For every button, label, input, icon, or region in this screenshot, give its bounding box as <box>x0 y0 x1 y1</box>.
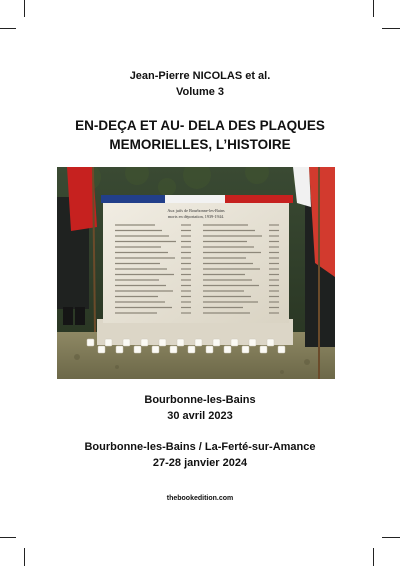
ribbon-red <box>225 195 293 203</box>
candle <box>105 339 112 346</box>
candle <box>267 339 274 346</box>
event-2-place: Bourbonne-les-Bains / La-Ferté-sur-Amance <box>84 441 316 453</box>
crop-mark-bottom-right-horizontal <box>382 537 400 538</box>
candle <box>159 339 166 346</box>
candle <box>141 339 148 346</box>
volume-label: Volume 3 <box>175 86 225 98</box>
publisher: thebookedition.com <box>166 495 234 502</box>
book-title <box>0 116 400 154</box>
candle <box>206 346 213 353</box>
ribbon-blue <box>101 195 165 203</box>
plaque-heading-2: morts en déportation, 1939-1944. <box>168 214 224 219</box>
crop-mark-top-right-horizontal <box>382 28 400 29</box>
author-name: Jean-Pierre NICOLAS et al. <box>129 70 271 82</box>
title-line-1: EN-DEÇA ET AU- DELA DES PLAQUES <box>75 118 325 133</box>
crop-mark-bottom-right-vertical <box>373 548 374 566</box>
event-1 <box>0 392 400 424</box>
candle <box>224 346 231 353</box>
candle <box>188 346 195 353</box>
memorial-plaque-illustration <box>57 167 335 379</box>
event-1-place: Bourbonne-les-Bains <box>144 394 256 406</box>
event-2-date: 27-28 janvier 2024 <box>152 457 248 469</box>
crop-mark-top-left-vertical <box>24 0 25 17</box>
candle <box>249 339 256 346</box>
ribbon-white <box>165 195 225 203</box>
crop-mark-top-left-horizontal <box>0 28 16 29</box>
candle <box>242 346 249 353</box>
candle <box>231 339 238 346</box>
memorial-photo <box>57 167 335 379</box>
crop-mark-bottom-left-vertical <box>24 548 25 566</box>
candle <box>170 346 177 353</box>
candle <box>213 339 220 346</box>
candle <box>177 339 184 346</box>
crop-mark-top-right-vertical <box>373 0 374 17</box>
candle <box>98 346 105 353</box>
candle <box>87 339 94 346</box>
event-2 <box>0 439 400 471</box>
plaque-stone <box>103 201 289 323</box>
candle <box>134 346 141 353</box>
candle <box>123 339 130 346</box>
candle <box>195 339 202 346</box>
candle <box>116 346 123 353</box>
author-block <box>0 68 400 100</box>
candle <box>152 346 159 353</box>
crop-mark-bottom-left-horizontal <box>0 537 16 538</box>
plaque-heading-1: Aux juifs de Bourbonne-les-Bains <box>167 208 225 213</box>
candle <box>278 346 285 353</box>
title-line-2: MEMORIELLES, L’HISTOIRE <box>109 137 291 152</box>
event-1-date: 30 avril 2023 <box>167 410 233 422</box>
candle <box>260 346 267 353</box>
